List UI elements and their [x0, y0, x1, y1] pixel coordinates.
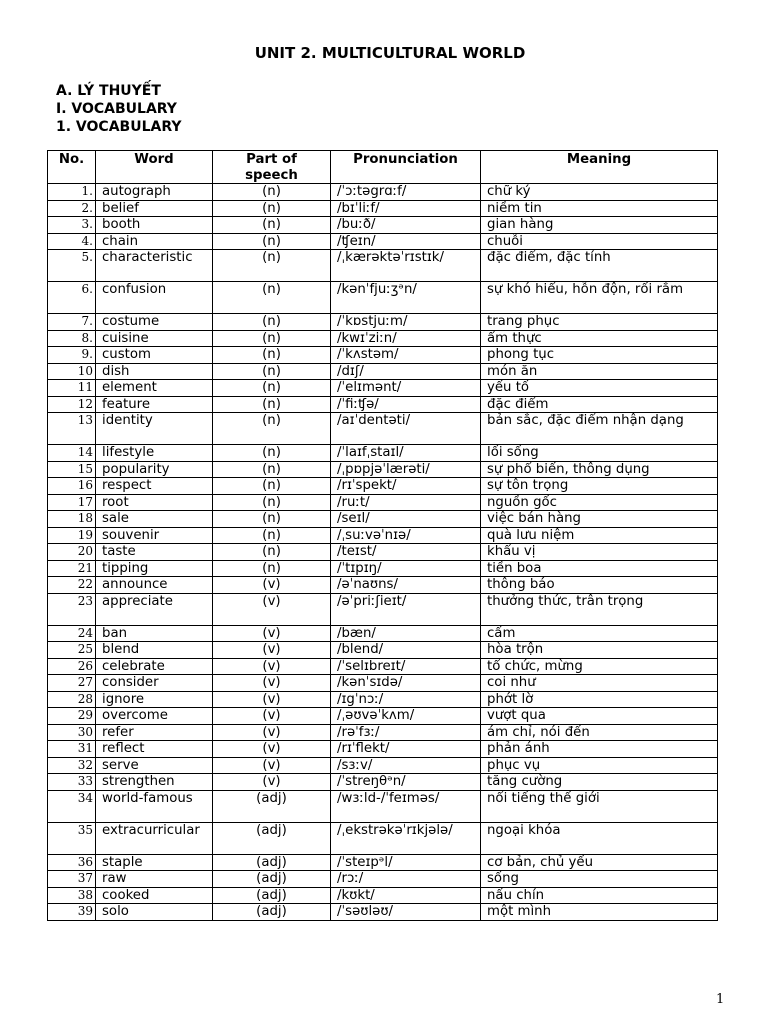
cell-pronunciation: /ˈtɪpɪŋ/	[331, 560, 481, 577]
cell-part-of-speech: (adj)	[213, 871, 331, 888]
cell-word: belief	[96, 200, 213, 217]
cell-pronunciation: /ˈfiːʧə/	[331, 396, 481, 413]
cell-part-of-speech: (n)	[213, 314, 331, 331]
cell-meaning: bản sắc, đặc điểm nhận dạng	[481, 413, 718, 445]
cell-pronunciation: /bɪˈliːf/	[331, 200, 481, 217]
cell-pronunciation: /bæn/	[331, 625, 481, 642]
cell-no: 16	[48, 478, 96, 495]
table-row	[48, 461, 718, 478]
cell-pronunciation: /ˈstreŋθᵊn/	[331, 774, 481, 791]
table-row	[48, 560, 718, 577]
cell-no: 19	[48, 527, 96, 544]
cell-word: tipping	[96, 560, 213, 577]
cell-pronunciation: /ʧeɪn/	[331, 233, 481, 250]
cell-pronunciation: /ˌkærəktəˈrɪstɪk/	[331, 250, 481, 282]
cell-meaning: đặc điểm, đặc tính	[481, 250, 718, 282]
cell-word: world-famous	[96, 790, 213, 822]
table-row	[48, 642, 718, 659]
cell-word: custom	[96, 347, 213, 364]
header-no: No.	[48, 151, 96, 184]
cell-meaning: tổ chức, mừng	[481, 658, 718, 675]
heading-vocabulary: I. VOCABULARY	[56, 101, 177, 117]
cell-meaning: thông báo	[481, 577, 718, 594]
cell-word: confusion	[96, 282, 213, 314]
cell-pronunciation: /ˈelɪmənt/	[331, 380, 481, 397]
cell-no: 1.	[48, 184, 96, 201]
table-row	[48, 396, 718, 413]
cell-part-of-speech: (n)	[213, 461, 331, 478]
cell-pronunciation: /ɪgˈnɔː/	[331, 691, 481, 708]
cell-meaning: một mình	[481, 904, 718, 921]
table-row	[48, 691, 718, 708]
cell-meaning: lối sống	[481, 445, 718, 462]
cell-meaning: chữ ký	[481, 184, 718, 201]
cell-pronunciation: /ˌsuːvəˈnɪə/	[331, 527, 481, 544]
table-row	[48, 774, 718, 791]
cell-word: chain	[96, 233, 213, 250]
cell-part-of-speech: (n)	[213, 560, 331, 577]
cell-part-of-speech: (n)	[213, 250, 331, 282]
cell-pronunciation: /ruːt/	[331, 494, 481, 511]
cell-no: 12	[48, 396, 96, 413]
cell-word: refer	[96, 724, 213, 741]
cell-pronunciation: /wɜːld-/ˈfeɪməs/	[331, 790, 481, 822]
cell-no: 22	[48, 577, 96, 594]
cell-no: 31	[48, 741, 96, 758]
header-part-of-speech: Part of speech	[213, 151, 331, 184]
cell-word: respect	[96, 478, 213, 495]
cell-meaning: việc bán hàng	[481, 511, 718, 528]
cell-pronunciation: /ˈsteɪpᵊl/	[331, 854, 481, 871]
cell-pronunciation: /ˈɔːtəgrɑːf/	[331, 184, 481, 201]
cell-word: cooked	[96, 887, 213, 904]
page-title: UNIT 2. MULTICULTURAL WORLD	[254, 44, 526, 62]
cell-no: 18	[48, 511, 96, 528]
cell-part-of-speech: (v)	[213, 658, 331, 675]
cell-no: 25	[48, 642, 96, 659]
cell-meaning: phản ánh	[481, 741, 718, 758]
cell-pronunciation: /sɜːv/	[331, 757, 481, 774]
cell-no: 30	[48, 724, 96, 741]
cell-part-of-speech: (n)	[213, 494, 331, 511]
cell-pronunciation: /dɪʃ/	[331, 363, 481, 380]
cell-part-of-speech: (v)	[213, 757, 331, 774]
table-row	[48, 675, 718, 692]
table-row	[48, 741, 718, 758]
cell-no: 32	[48, 757, 96, 774]
cell-meaning: gian hàng	[481, 217, 718, 234]
cell-word: strengthen	[96, 774, 213, 791]
section-headings	[56, 82, 181, 136]
cell-no: 24	[48, 625, 96, 642]
cell-pronunciation: /ˌəʊvəˈkʌm/	[331, 708, 481, 725]
cell-meaning: cấm	[481, 625, 718, 642]
table-row	[48, 887, 718, 904]
cell-no: 9.	[48, 347, 96, 364]
cell-pronunciation: /teɪst/	[331, 544, 481, 561]
cell-no: 39	[48, 904, 96, 921]
header-pronunciation: Pronunciation	[331, 151, 481, 184]
cell-pronunciation: /əˈnaʊns/	[331, 577, 481, 594]
cell-pronunciation: /ˈkʌstəm/	[331, 347, 481, 364]
cell-part-of-speech: (n)	[213, 347, 331, 364]
cell-meaning: thưởng thức, trân trọng	[481, 593, 718, 625]
cell-word: ignore	[96, 691, 213, 708]
table-row	[48, 233, 718, 250]
cell-part-of-speech: (v)	[213, 625, 331, 642]
cell-part-of-speech: (adj)	[213, 887, 331, 904]
cell-meaning: đặc điểm	[481, 396, 718, 413]
vocabulary-table	[47, 150, 718, 921]
cell-no: 38	[48, 887, 96, 904]
cell-word: consider	[96, 675, 213, 692]
cell-part-of-speech: (n)	[213, 233, 331, 250]
cell-word: element	[96, 380, 213, 397]
cell-no: 29	[48, 708, 96, 725]
cell-pronunciation: /seɪl/	[331, 511, 481, 528]
cell-no: 23	[48, 593, 96, 625]
header-word: Word	[96, 151, 213, 184]
cell-word: booth	[96, 217, 213, 234]
table-row	[48, 380, 718, 397]
table-body	[48, 184, 718, 921]
cell-word: identity	[96, 413, 213, 445]
cell-part-of-speech: (n)	[213, 511, 331, 528]
cell-no: 11	[48, 380, 96, 397]
cell-meaning: cơ bản, chủ yếu	[481, 854, 718, 871]
cell-pronunciation: /rɪˈspekt/	[331, 478, 481, 495]
cell-part-of-speech: (adj)	[213, 822, 331, 854]
table-row	[48, 478, 718, 495]
cell-word: overcome	[96, 708, 213, 725]
table-row	[48, 217, 718, 234]
table-row	[48, 413, 718, 445]
cell-part-of-speech: (n)	[213, 544, 331, 561]
cell-word: dish	[96, 363, 213, 380]
cell-word: root	[96, 494, 213, 511]
cell-meaning: hòa trộn	[481, 642, 718, 659]
cell-no: 10	[48, 363, 96, 380]
cell-no: 17	[48, 494, 96, 511]
cell-word: sale	[96, 511, 213, 528]
cell-word: ban	[96, 625, 213, 642]
cell-word: costume	[96, 314, 213, 331]
cell-pronunciation: /blend/	[331, 642, 481, 659]
cell-part-of-speech: (n)	[213, 200, 331, 217]
cell-meaning: chuỗi	[481, 233, 718, 250]
cell-pronunciation: /ˈkɒstjuːm/	[331, 314, 481, 331]
table-row	[48, 527, 718, 544]
cell-no: 8.	[48, 330, 96, 347]
heading-theory: A. LÝ THUYẾT	[56, 83, 161, 99]
cell-no: 14	[48, 445, 96, 462]
table-row	[48, 511, 718, 528]
cell-word: autograph	[96, 184, 213, 201]
cell-word: serve	[96, 757, 213, 774]
table-row	[48, 708, 718, 725]
cell-part-of-speech: (n)	[213, 217, 331, 234]
cell-no: 5.	[48, 250, 96, 282]
cell-part-of-speech: (n)	[213, 380, 331, 397]
cell-meaning: món ăn	[481, 363, 718, 380]
table-row	[48, 854, 718, 871]
cell-part-of-speech: (n)	[213, 330, 331, 347]
cell-meaning: coi như	[481, 675, 718, 692]
cell-part-of-speech: (v)	[213, 774, 331, 791]
cell-meaning: trang phục	[481, 314, 718, 331]
table-row	[48, 790, 718, 822]
cell-part-of-speech: (v)	[213, 593, 331, 625]
cell-pronunciation: /ˌpɒpjəˈlærəti/	[331, 461, 481, 478]
table-header-row	[48, 151, 718, 184]
cell-meaning: nổi tiếng thế giới	[481, 790, 718, 822]
cell-pronunciation: /rəˈfɜː/	[331, 724, 481, 741]
cell-no: 6.	[48, 282, 96, 314]
cell-pronunciation: /ˈsəʊləʊ/	[331, 904, 481, 921]
table-row	[48, 250, 718, 282]
cell-part-of-speech: (n)	[213, 184, 331, 201]
cell-part-of-speech: (v)	[213, 642, 331, 659]
cell-pronunciation: /əˈpriːʃieɪt/	[331, 593, 481, 625]
cell-meaning: tăng cường	[481, 774, 718, 791]
cell-part-of-speech: (n)	[213, 282, 331, 314]
cell-pronunciation: /ˌekstrəkəˈrɪkjələ/	[331, 822, 481, 854]
cell-meaning: sự khó hiểu, hỗn độn, rối rắm	[481, 282, 718, 314]
cell-meaning: vượt qua	[481, 708, 718, 725]
cell-no: 20	[48, 544, 96, 561]
cell-word: souvenir	[96, 527, 213, 544]
cell-word: reflect	[96, 741, 213, 758]
cell-word: characteristic	[96, 250, 213, 282]
cell-meaning: phục vụ	[481, 757, 718, 774]
cell-part-of-speech: (n)	[213, 527, 331, 544]
cell-part-of-speech: (v)	[213, 577, 331, 594]
cell-meaning: sống	[481, 871, 718, 888]
cell-word: appreciate	[96, 593, 213, 625]
cell-no: 37	[48, 871, 96, 888]
table-row	[48, 330, 718, 347]
cell-word: popularity	[96, 461, 213, 478]
cell-meaning: quà lưu niệm	[481, 527, 718, 544]
cell-pronunciation: /rɔː/	[331, 871, 481, 888]
cell-meaning: phớt lờ	[481, 691, 718, 708]
cell-part-of-speech: (v)	[213, 724, 331, 741]
cell-meaning: khẩu vị	[481, 544, 718, 561]
cell-part-of-speech: (v)	[213, 708, 331, 725]
cell-pronunciation: /kwɪˈziːn/	[331, 330, 481, 347]
cell-pronunciation: /aɪˈdentəti/	[331, 413, 481, 445]
cell-word: staple	[96, 854, 213, 871]
cell-word: cuisine	[96, 330, 213, 347]
cell-meaning: niềm tin	[481, 200, 718, 217]
cell-no: 26	[48, 658, 96, 675]
table-row	[48, 871, 718, 888]
cell-part-of-speech: (n)	[213, 478, 331, 495]
cell-part-of-speech: (v)	[213, 741, 331, 758]
cell-meaning: nguồn gốc	[481, 494, 718, 511]
cell-meaning: ẩm thực	[481, 330, 718, 347]
cell-pronunciation: /kənˈfjuːʒᵊn/	[331, 282, 481, 314]
cell-part-of-speech: (n)	[213, 396, 331, 413]
cell-meaning: sự phổ biến, thông dụng	[481, 461, 718, 478]
table-row	[48, 904, 718, 921]
cell-word: extracurricular	[96, 822, 213, 854]
cell-word: taste	[96, 544, 213, 561]
table-row	[48, 184, 718, 201]
cell-word: solo	[96, 904, 213, 921]
cell-meaning: phong tục	[481, 347, 718, 364]
cell-pronunciation: /rɪˈflekt/	[331, 741, 481, 758]
page-number: 1	[716, 992, 725, 1007]
table-row	[48, 494, 718, 511]
cell-meaning: nấu chín	[481, 887, 718, 904]
cell-part-of-speech: (adj)	[213, 904, 331, 921]
cell-no: 15	[48, 461, 96, 478]
cell-word: blend	[96, 642, 213, 659]
heading-vocabulary-list: 1. VOCABULARY	[56, 119, 182, 135]
cell-no: 27	[48, 675, 96, 692]
cell-meaning: sự tôn trọng	[481, 478, 718, 495]
cell-part-of-speech: (adj)	[213, 854, 331, 871]
table-row	[48, 314, 718, 331]
table-row	[48, 282, 718, 314]
cell-no: 34	[48, 790, 96, 822]
cell-meaning: tiền boa	[481, 560, 718, 577]
table-row	[48, 625, 718, 642]
table-row	[48, 658, 718, 675]
cell-part-of-speech: (adj)	[213, 790, 331, 822]
cell-no: 28	[48, 691, 96, 708]
cell-pronunciation: /kənˈsɪdə/	[331, 675, 481, 692]
table-row	[48, 757, 718, 774]
cell-no: 35	[48, 822, 96, 854]
cell-part-of-speech: (n)	[213, 413, 331, 445]
table-row	[48, 347, 718, 364]
cell-part-of-speech: (v)	[213, 675, 331, 692]
table-row	[48, 445, 718, 462]
table-row	[48, 200, 718, 217]
cell-pronunciation: /buːð/	[331, 217, 481, 234]
table-row	[48, 544, 718, 561]
cell-word: celebrate	[96, 658, 213, 675]
cell-no: 33	[48, 774, 96, 791]
cell-pronunciation: /ˈselɪbreɪt/	[331, 658, 481, 675]
table-row	[48, 593, 718, 625]
cell-no: 21	[48, 560, 96, 577]
cell-meaning: yếu tố	[481, 380, 718, 397]
cell-pronunciation: /kʊkt/	[331, 887, 481, 904]
table-row	[48, 577, 718, 594]
cell-word: feature	[96, 396, 213, 413]
cell-no: 13	[48, 413, 96, 445]
cell-pronunciation: /ˈlaɪfˌstaɪl/	[331, 445, 481, 462]
cell-part-of-speech: (n)	[213, 445, 331, 462]
table-row	[48, 822, 718, 854]
cell-word: lifestyle	[96, 445, 213, 462]
cell-no: 36	[48, 854, 96, 871]
header-meaning: Meaning	[481, 151, 718, 184]
cell-no: 4.	[48, 233, 96, 250]
cell-part-of-speech: (v)	[213, 691, 331, 708]
table-row	[48, 363, 718, 380]
cell-word: announce	[96, 577, 213, 594]
cell-meaning: ám chỉ, nói đến	[481, 724, 718, 741]
cell-no: 2.	[48, 200, 96, 217]
table-row	[48, 724, 718, 741]
cell-part-of-speech: (n)	[213, 363, 331, 380]
cell-no: 7.	[48, 314, 96, 331]
cell-word: raw	[96, 871, 213, 888]
cell-meaning: ngoại khóa	[481, 822, 718, 854]
cell-no: 3.	[48, 217, 96, 234]
